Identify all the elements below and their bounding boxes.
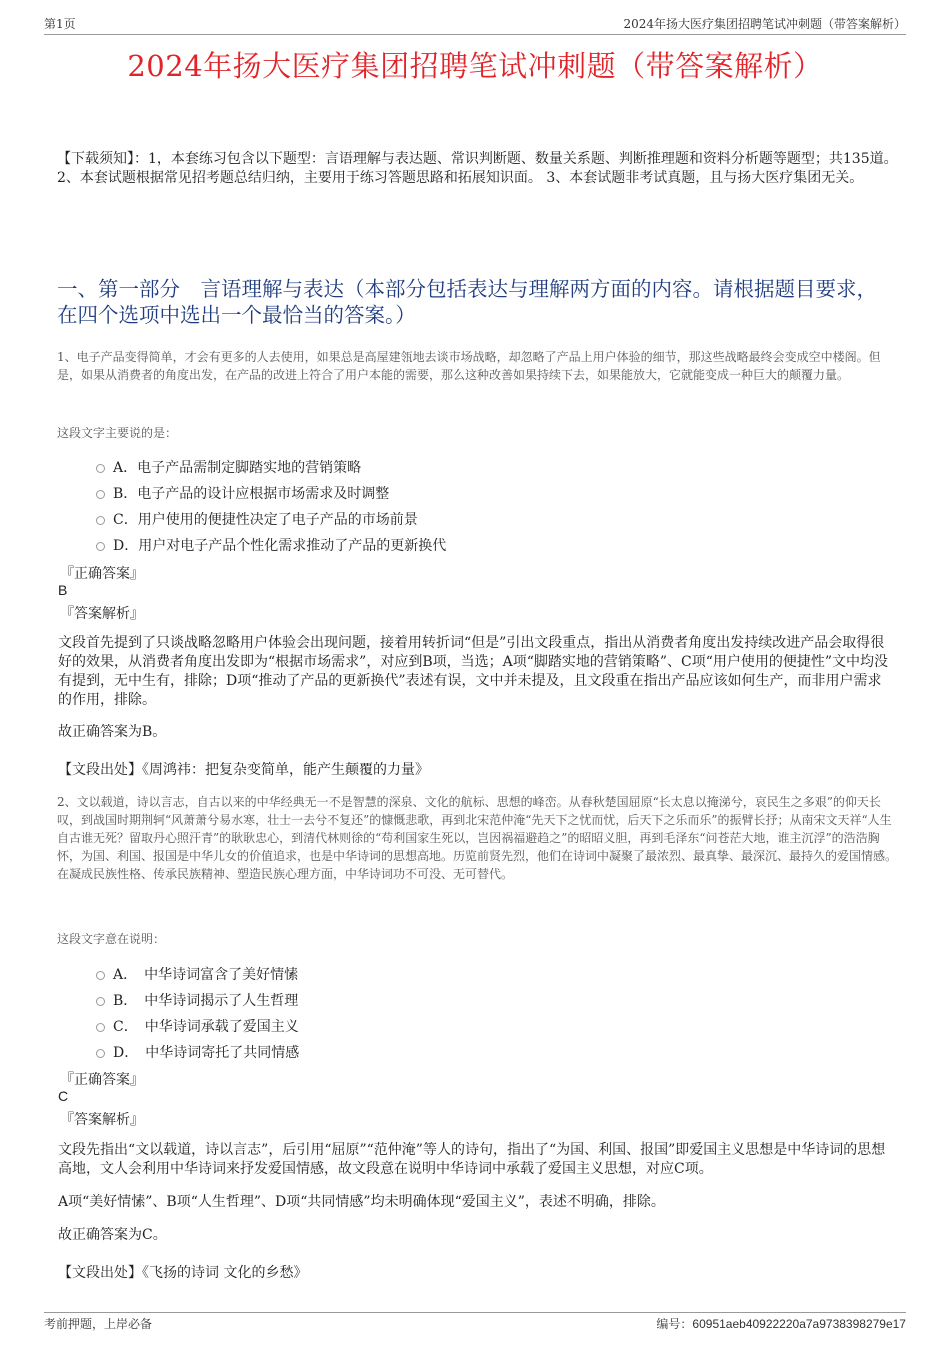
q1-answer: B	[58, 582, 68, 598]
document-id: 编号：60951aeb40922220a7a9738398279e17	[656, 1317, 906, 1331]
q2-analysis-2: A项“美好情愫”、B项“人生哲理”、D项“共同情感”均未明确体现“爱国主义”，表述不明确，排除。	[58, 1194, 665, 1210]
q2-answer-label: 『正确答案』	[60, 1072, 144, 1088]
radio-icon[interactable]	[96, 971, 105, 980]
q1-option-d[interactable]: D．用户对电子产品个性化需求推动了产品的更新换代	[96, 535, 446, 555]
page-number: 第1页	[44, 17, 76, 31]
q2-option-b[interactable]: B． 中华诗词揭示了人生哲理	[96, 990, 298, 1010]
download-notice: 【下载须知】：1，本套练习包含以下题型：言语理解与表达题、常识判断题、数量关系题、判断推理题和资料分析题等题型；共135道。 2、本套试题根据常见招考题总结归纳，主要用于练习答题思路和拓展知识面。 3、本套试题非考试真题，且与扬大医疗集团无关。	[57, 151, 898, 186]
q1-analysis: 文段首先提到了只谈战略忽略用户体验会出现问题，接着用转折词“但是”引出文段重点，指出从消费者角度出发持续改进产品会取得很好的效果，从消费者角度出发即为“根据市场需求”，对应到B项，当选；A项“脚踏实地的营销策略”、C项“用户使用的便捷性”文中均没有提到，无中生有，排除；D项“推动了产品的更新换代”表述有误，文中并未提及，且文段重在指出产品应该如何生产，而非用户需求的作用，排除。	[58, 635, 889, 708]
radio-icon[interactable]	[96, 1049, 105, 1058]
section-title: 一、第一部分 言语理解与表达（本部分包括表达与理解两方面的内容。请根据题目要求，在四个选项中选出一个最恰当的答案。）	[57, 277, 877, 327]
q2-analysis: 文段先指出“文以载道，诗以言志”，后引用“屈原”“范仲淹”等人的诗句，指出了“为国、利国、报国”即爱国主义思想是中华诗词的思想高地，文人会利用中华诗词来抒发爱国情感，故文段意在说明中华诗词中承载了爱国主义思想，对应C项。	[58, 1142, 886, 1177]
q1-analysis-label: 『答案解析』	[60, 606, 144, 622]
q1-option-b[interactable]: B．电子产品的设计应根据市场需求及时调整	[96, 483, 389, 503]
q2-passage: 2、文以载道，诗以言志，自古以来的中华经典无一不是智慧的深泉、文化的航标、思想的峰峦。从春秋楚国屈原“长太息以掩涕兮，哀民生之多艰”的仰天长叹，到战国时期荆轲“风萧萧兮易水寒，壮士一去兮不复还”的慷慨悲歌，再到北宋范仲淹“先天下之忧而忧，后天下之乐而乐”的振臂长抒；从南宋文天祥“人生自古谁无死？留取丹心照汗青”的耿耿忠心，到清代林则徐的“苟利国家生死以，岂因祸福避趋之”的昭昭义胆，再到毛泽东“问苍茫大地，谁主沉浮”的浩浩胸怀，为国、利国、报国是中华儿女的价值追求，也是中华诗词的思想高地。历览前贤先烈，他们在诗词中凝聚了最浓烈、最真挚、最深沉、最持久的爱国情感。在凝成民族性格、传承民族精神、塑造民族心理方面，中华诗词功不可没、无可替代。	[57, 795, 898, 881]
q2-answer: C	[58, 1088, 69, 1104]
q1-passage: 1、电子产品变得简单，才会有更多的人去使用，如果总是高屋建瓴地去谈市场战略，却忽略了产品上用户体验的细节，那这些战略最终会变成空中楼阁。但是，如果从消费者的角度出发，在产品的改进上符合了用户本能的需要，那么这种改善如果持续下去，如果能放大，它就能变成一种巨大的颠覆力量。	[57, 350, 881, 382]
footer-slogan: 考前押题，上岸必备	[44, 1317, 153, 1331]
radio-icon[interactable]	[96, 516, 105, 525]
q2-conclusion: 故正确答案为C。	[58, 1227, 167, 1243]
header-title: 2024年扬大医疗集团招聘笔试冲刺题（带答案解析）	[623, 17, 906, 31]
radio-icon[interactable]	[96, 464, 105, 473]
q2-option-a[interactable]: A． 中华诗词富含了美好情愫	[96, 964, 298, 984]
q2-option-d[interactable]: D． 中华诗词寄托了共同情感	[96, 1042, 299, 1062]
q1-question: 这段文字主要说的是：	[57, 426, 178, 440]
q1-conclusion: 故正确答案为B。	[58, 724, 167, 740]
q1-option-c[interactable]: C．用户使用的便捷性决定了电子产品的市场前景	[96, 509, 418, 529]
radio-icon[interactable]	[96, 490, 105, 499]
q1-option-a[interactable]: A．电子产品需制定脚踏实地的营销策略	[96, 457, 361, 477]
radio-icon[interactable]	[96, 542, 105, 551]
page-footer	[44, 1312, 906, 1332]
q1-source: 【文段出处】《周鸿祎：把复杂变简单，能产生颠覆的力量》	[58, 762, 429, 778]
q2-question: 这段文字意在说明：	[57, 932, 166, 946]
radio-icon[interactable]	[96, 1023, 105, 1032]
q2-option-c[interactable]: C． 中华诗词承载了爱国主义	[96, 1016, 299, 1036]
q2-analysis-label: 『答案解析』	[60, 1112, 144, 1128]
page-title: 2024年扬大医疗集团招聘笔试冲刺题（带答案解析）	[127, 49, 823, 83]
q1-answer-label: 『正确答案』	[60, 566, 144, 582]
radio-icon[interactable]	[96, 997, 105, 1006]
page-header	[44, 12, 906, 35]
q2-source: 【文段出处】《飞扬的诗词 文化的乡愁》	[58, 1265, 308, 1281]
